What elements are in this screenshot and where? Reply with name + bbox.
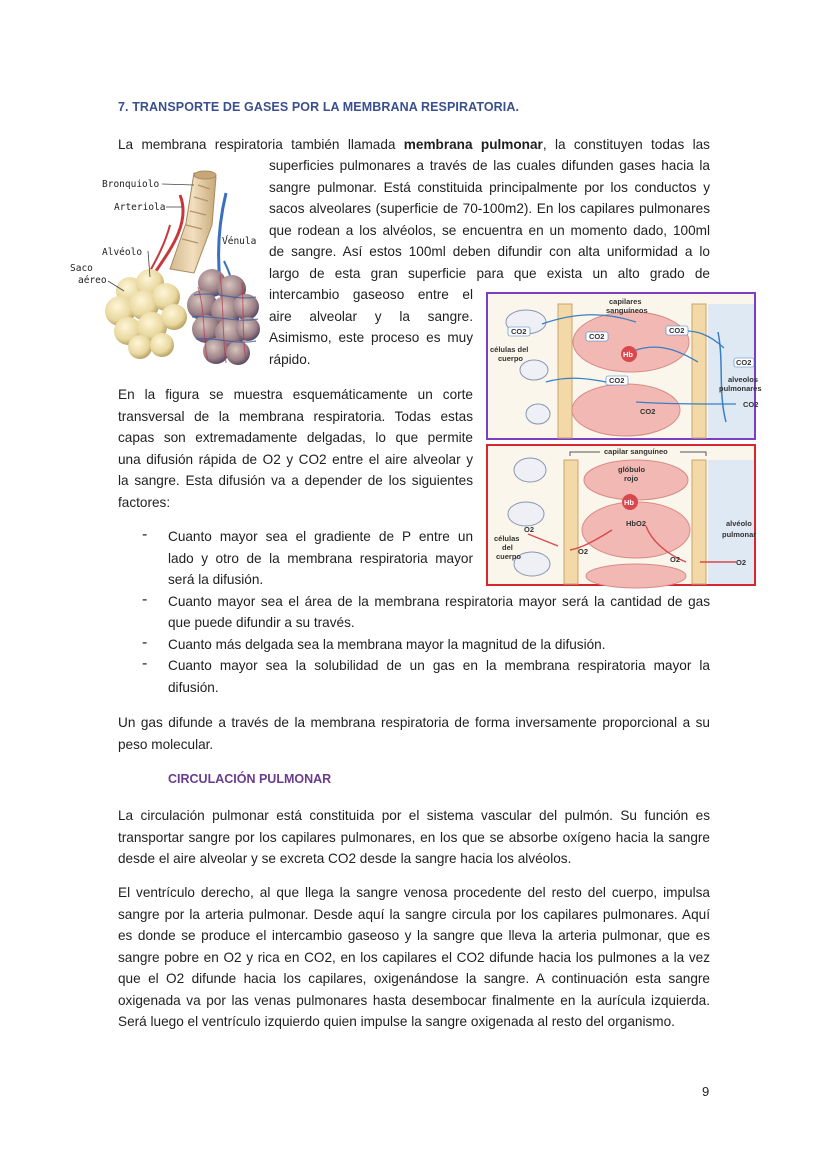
tag-co2: CO2 bbox=[589, 332, 605, 341]
membrane-diagram-top bbox=[486, 292, 762, 440]
label-capilar-sanguineo: capilar sanguíneo bbox=[604, 447, 668, 456]
label-hb: Hb bbox=[624, 498, 634, 507]
label-hb: Hb bbox=[623, 350, 633, 359]
label-co2-small: CO2 bbox=[640, 407, 656, 416]
alveoli-illustration bbox=[66, 165, 266, 370]
alveolar-sac-right bbox=[187, 269, 260, 365]
label-pulmonares: pulmonares bbox=[719, 384, 762, 393]
list-item: - Cuanto mayor sea el área de la membrana respiratoria mayor será la cantidad de gas que puede difundir a su través. bbox=[118, 591, 710, 634]
alveolar-sac-left bbox=[105, 269, 187, 359]
circulation-paragraph-1: La circulación pulmonar está constituida por el sistema vascular del pulmón. Su función es transportar sangre por los capilares pulmonares, en los que se absorbe oxígeno hacia la sangre desde el aire alveolar y se excreta CO2 desde la sangre hacia los alvéolos. bbox=[118, 808, 710, 866]
label-cuerpo: cuerpo bbox=[496, 552, 522, 561]
label-venula: Vénula bbox=[222, 236, 257, 247]
label-aereo: aéreo bbox=[78, 275, 107, 286]
page-number: 9 bbox=[702, 1084, 710, 1099]
intro-narrow: intercambio gaseoso entre el aire alveolar y la sangre. Asimismo, este proceso es muy rápido. bbox=[269, 287, 473, 367]
label-co2-right: CO2 bbox=[743, 400, 759, 409]
bold-term: membrana pulmonar bbox=[403, 137, 543, 152]
label-pulmonar: pulmonar bbox=[722, 530, 757, 539]
label-celulas-del: células del bbox=[490, 345, 529, 354]
intro-wrap: superficies pulmonares a través de las cuales difunden gases hacia la sangre pulmonar. Está constituida principalmente por los conductos y sacos alveolares (superficie de 70-100m2). En los capilares pulmonares que rodean a los alvéolos, se encuentra en un momento dado, 100ml de sangre. Así estos 100ml deben difundir con alta uniformidad a lo largo de esta gran superficie para que exista un alto grado de bbox=[269, 158, 710, 281]
label-bronquiolo: Bronquiolo bbox=[102, 179, 160, 190]
list-item: - Cuanto mayor sea la solubilidad de un gas en la membrana respiratoria mayor la difusión. bbox=[118, 655, 710, 698]
label-sanguineos: sanguíneos bbox=[606, 306, 648, 315]
label-arteriola: Arteriola bbox=[114, 202, 166, 213]
label-globulo: glóbulo bbox=[618, 465, 646, 474]
tag-co2: CO2 bbox=[511, 327, 527, 336]
conclusion: Un gas difunde a través de la membrana respiratoria de forma inversamente proporcional a su peso molecular. bbox=[118, 715, 710, 752]
list-item: - Cuanto mayor sea el gradiente de P entre un lado y otro de la membrana respiratoria mayor será la difusión. bbox=[118, 526, 473, 591]
circulation-heading: CIRCULACIÓN PULMONAR bbox=[168, 772, 332, 786]
intro-first-line: La membrana respiratoria también llamada membrana pulmonar, la constituyen todas las bbox=[118, 137, 710, 152]
label-capilares: capilares bbox=[609, 297, 642, 306]
label-rojo: rojo bbox=[624, 474, 639, 483]
label-del: del bbox=[502, 543, 513, 552]
label-alveolo: alvéolo bbox=[726, 519, 752, 528]
label-alveolo: Alvéolo bbox=[102, 247, 143, 258]
label-alveolos: alveolos bbox=[728, 375, 759, 384]
section-heading: 7. TRANSPORTE DE GASES POR LA MEMBRANA RESPIRATORIA. bbox=[118, 100, 520, 114]
label-cuerpo: cuerpo bbox=[498, 354, 524, 363]
label-o2: O2 bbox=[524, 525, 535, 534]
figure-paragraph: En la figura se muestra esquemáticamente un corte transversal de la membrana respiratoria. Todas estas capas son extremadamente delgadas, lo que permite una difusión rápida de O2 y CO2 entre el aire alveolar y la sangre. Esta difusión va a depender de los siguientes factores: bbox=[118, 387, 473, 510]
list-item: - Cuanto más delgada sea la membrana mayor la magnitud de la difusión. bbox=[118, 634, 710, 656]
circulation-paragraph-2: El ventrículo derecho, al que llega la sangre venosa procedente del resto del cuerpo, impulsa sangre por la arteria pulmonar. Desde aquí la sangre circula por los capilares pulmonares. Aquí es donde se produce el intercambio gaseoso y la sangre que lleva la arteria pulmonar, que es sangre pobre en O2 y rica en CO2, en los capilares el CO2 difunde hacia los pulmones a la vez que el O2 difunde hacia los capilares, oxigenándose la sangre. A continuación esta sangre oxigenada va por las venas pulmonares hasta desembocar finalmente en la aurícula izquierda. Será luego el ventrículo izquierdo quien impulse la sangre oxigenada al resto del organismo. bbox=[118, 885, 710, 1029]
tag-co2: CO2 bbox=[609, 376, 625, 385]
label-o2: O2 bbox=[578, 547, 589, 556]
label-hbo2: HbO2 bbox=[626, 519, 647, 528]
label-celulas: células bbox=[494, 534, 520, 543]
tag-co2: CO2 bbox=[669, 326, 685, 335]
label-o2: O2 bbox=[670, 555, 681, 564]
label-saco: Saco bbox=[70, 263, 93, 274]
label-o2: O2 bbox=[736, 558, 747, 567]
membrane-diagram-bottom bbox=[486, 444, 756, 586]
tag-co2: CO2 bbox=[736, 358, 752, 367]
